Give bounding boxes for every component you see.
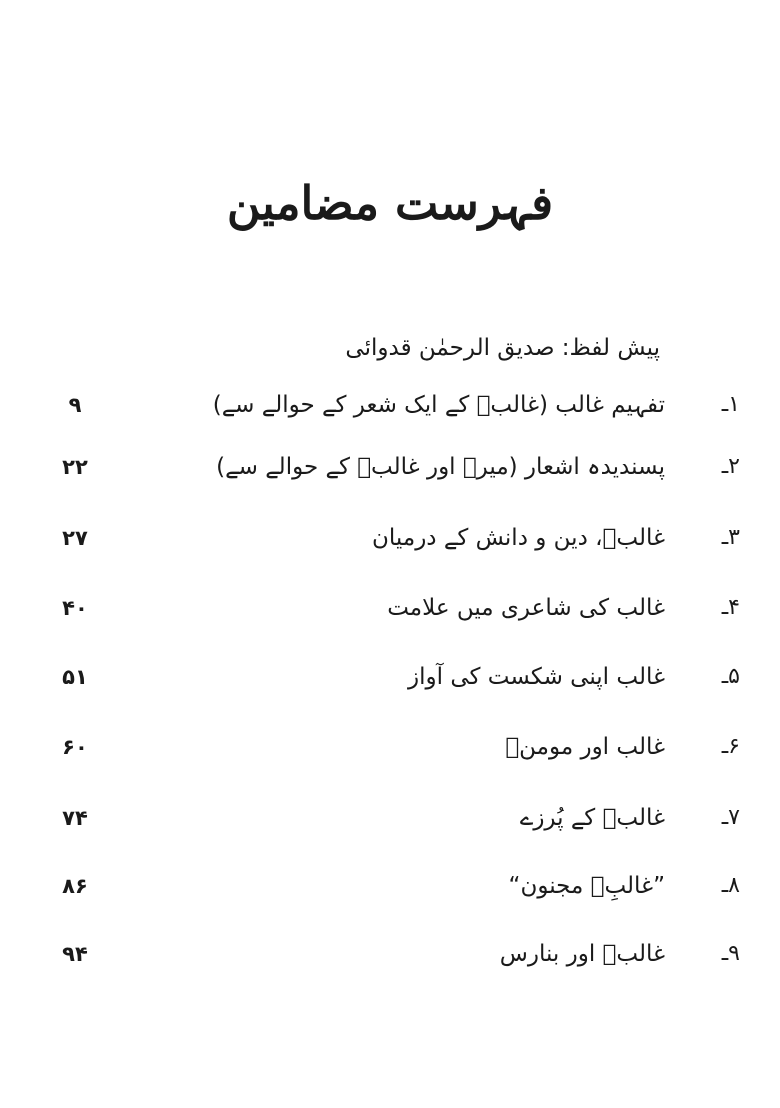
entry-page-number: ۹	[68, 393, 82, 417]
toc-entry	[0, 516, 780, 560]
entry-page-number: ۵۱	[62, 665, 88, 689]
entry-title: پسندیدہ اشعار (میرؔ اور غالبؔ کے حوالے سے)	[216, 454, 665, 480]
entry-number: ۵ـ	[721, 664, 740, 689]
toc-entry	[0, 932, 780, 976]
toc-entry	[0, 586, 780, 630]
entry-number: ۹ـ	[721, 941, 740, 966]
entry-title: غالبؔ کے پُرزے	[519, 805, 665, 831]
toc-entry	[0, 445, 780, 489]
toc-entry	[0, 725, 780, 769]
toc-entry	[0, 655, 780, 699]
toc-entry	[0, 864, 780, 908]
toc-entry	[0, 383, 780, 427]
entry-number: ۳ـ	[721, 525, 740, 550]
entry-number: ۷ـ	[721, 805, 740, 830]
toc-entry	[0, 796, 780, 840]
entry-title: غالب کی شاعری میں علامت	[387, 595, 665, 621]
entry-page-number: ۲۲	[62, 455, 88, 479]
page-title: فہرست مضامین	[226, 176, 554, 230]
entry-title: غالبؔ اور بنارس	[499, 941, 665, 967]
entry-number: ۴ـ	[721, 595, 740, 620]
entry-page-number: ۹۴	[62, 942, 88, 966]
entry-page-number: ۴۰	[62, 596, 88, 620]
entry-number: ۲ـ	[721, 454, 740, 479]
entry-title: غالب اور مومنؔ	[505, 734, 665, 760]
foreword-line: پیش لفظ: صدیق الرحمٰن قدوائی	[345, 335, 660, 361]
entry-title: غالبؔ، دین و دانش کے درمیان	[372, 525, 665, 551]
entry-page-number: ۸۶	[62, 874, 88, 898]
entry-number: ۸ـ	[721, 873, 740, 898]
entry-page-number: ۷۴	[62, 806, 88, 830]
entry-title: تفہیم غالب (غالبؔ کے ایک شعر کے حوالے سے)	[212, 392, 665, 418]
entry-number: ۶ـ	[721, 734, 740, 759]
entry-page-number: ۶۰	[62, 735, 88, 759]
entry-number: ۱ـ	[721, 392, 740, 417]
entry-title: غالب اپنی شکست کی آواز	[408, 664, 665, 690]
entry-page-number: ۲۷	[62, 526, 88, 550]
entry-title: ”غالبِؔ مجنون“	[508, 873, 665, 899]
